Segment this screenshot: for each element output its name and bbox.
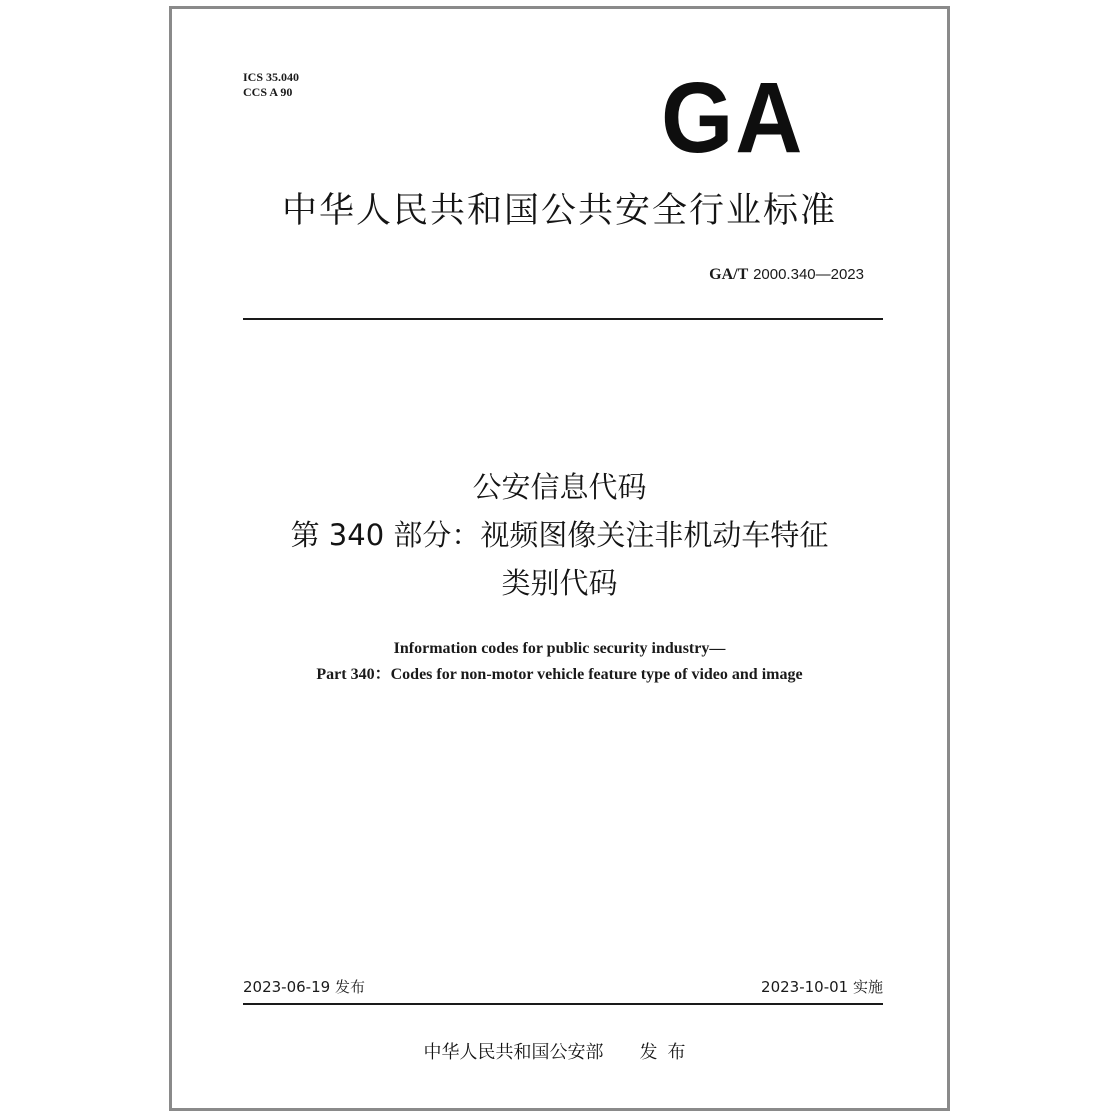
issuer-name: 中华人民共和国公安部 [423,1042,604,1063]
chinese-title-line-3: 类别代码 [501,566,618,600]
chinese-title-line-2: 第 340 部分：视频图像关注非机动车特征 [290,518,829,552]
ics-code: ICS 35.040 [243,70,300,84]
issuer [172,1040,947,1066]
standard-number-prefix: GA/T [709,266,749,283]
standard-number-value: 2000.340—2023 [753,266,864,283]
ccs-code: CCS A 90 [243,85,293,99]
header-divider [243,318,883,320]
footer-divider [243,1003,883,1005]
english-title-line-1: Information codes for public security industry— [393,640,726,657]
chinese-title-line-1: 公安信息代码 [472,470,647,504]
english-title [172,636,947,688]
standard-category-title: 中华人民共和国公共安全行业标准 [281,191,837,231]
implementation-date: 2023-10-01 实施 [761,978,883,996]
chinese-title [172,463,947,607]
issuer-action: 发布 [639,1042,696,1063]
standard-number [709,264,864,285]
english-title-line-2: Part 340：Codes for non-motor vehicle feature type of video and image [316,666,803,683]
classification-codes [243,70,299,100]
standard-cover-page [169,6,950,1111]
ga-logo: GA [661,62,805,174]
issue-date: 2023-06-19 发布 [243,978,365,996]
dates-row [243,975,883,999]
